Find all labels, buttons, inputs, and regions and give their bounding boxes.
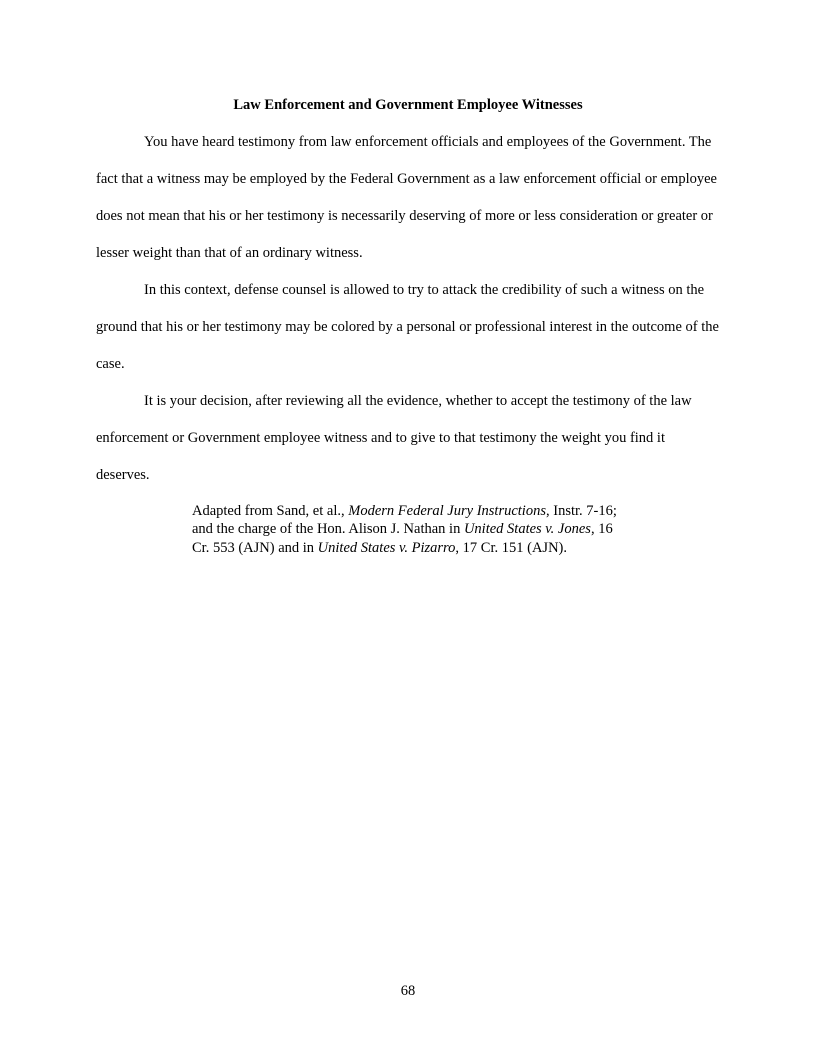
citation-source-title: Modern Federal Jury Instructions [348, 503, 546, 519]
paragraph-3: It is your decision, after reviewing all the evidence, whether to accept the testimony of the law enforcement or Government employee witness and to give to that testimony the weight you find it deserves. [96, 393, 692, 483]
paragraph-1: You have heard testimony from law enforcement officials and employees of the Government. The fact that a witness may be employed by the Federal Government as a law enforcement official or employee does not mean that his or her testimony is necessarily deserving of more or less consideration or greater or lesser weight than that of an ordinary witness. [96, 134, 717, 261]
document-body [96, 96, 720, 557]
citation-case-name: United States v. Pizarro [317, 539, 456, 556]
citation-text: Adapted from Sand, et al., [192, 503, 349, 519]
citation-text: , Instr. 7-16; and the charge of the Hon. Alison J. Nathan in [192, 503, 617, 538]
citation [192, 502, 624, 557]
citation-case-name: United States v. Jones [463, 521, 591, 538]
paragraph-2: In this context, defense counsel is allowed to try to attack the credibility of such a witness on the ground that his or her testimony may be colored by a personal or professional interest in the outcome of the case. [96, 282, 719, 372]
citation-text: , 16 Cr. 553 (AJN) and in [192, 521, 613, 556]
section-title: Law Enforcement and Government Employee Witnesses [233, 97, 583, 113]
page-number: 68 [400, 983, 416, 999]
citation-text: , 17 Cr. 151 (AJN). [455, 539, 567, 556]
